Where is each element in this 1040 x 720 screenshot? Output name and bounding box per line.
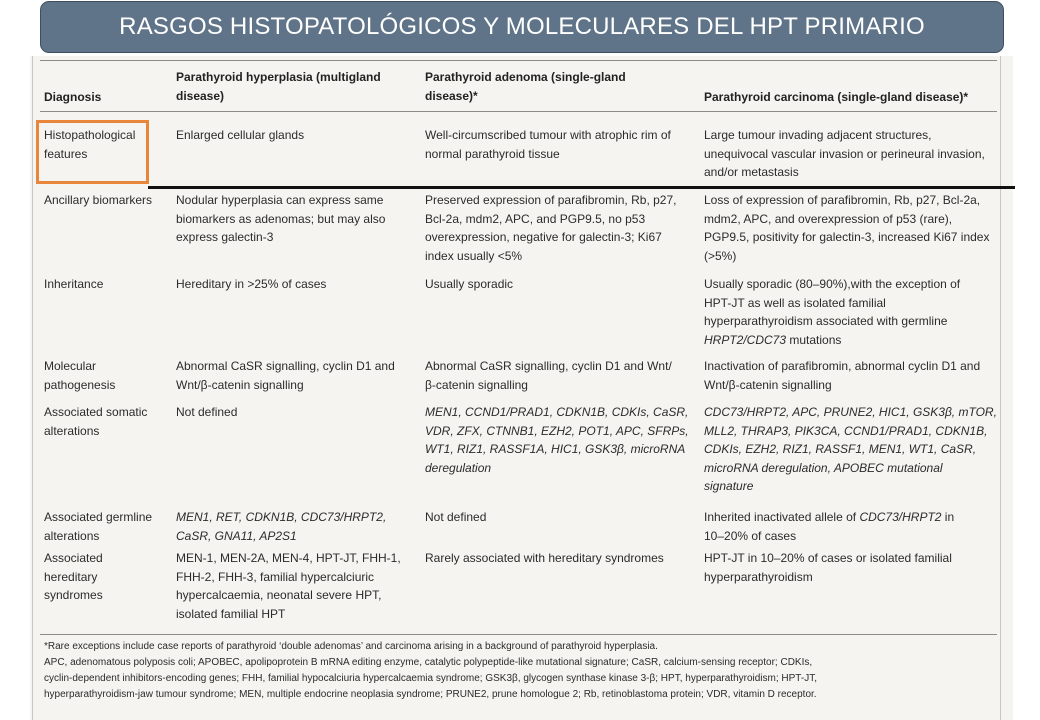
cell-adenoma-inheritance: Usually sporadic	[425, 277, 514, 291]
slide-title: RASGOS HISTOPATOLÓGICOS Y MOLECULARES DEL HPT PRIMARIO	[40, 1, 1004, 53]
cell-carcinoma-germline: Inherited inactivated allele of CDC73/HRPT2 in 10–20% of cases	[704, 510, 955, 543]
highlight-box	[36, 120, 149, 184]
table-footer-rule	[40, 634, 997, 635]
row-label-somatic: Associated somatic alterations	[44, 405, 148, 438]
cell-hyperplasia-molecular: Abnormal CaSR signalling, cyclin D1 and Wnt/β-catenin signalling	[176, 359, 395, 392]
footnote-abbrev-1: APC, adenomatous polyposis coli; APOBEC, apolipoprotein B mRNA editing enzyme, catalytic polypeptide-like mutational signature; CaSR, calcium-sensing receptor; CDKIs,	[44, 657, 813, 668]
footnote-asterisk: *Rare exceptions include case reports of parathyroid ‘double adenomas’ and carcinoma arising in a background of parathyroid hyperplasia.	[44, 641, 658, 652]
cell-hyperplasia-histopathology: Enlarged cellular glands	[176, 128, 305, 142]
table-header-rule	[40, 111, 997, 112]
cell-adenoma-histopathology: Well-circumscribed tumour with atrophic rim of normal parathyroid tissue	[425, 128, 671, 161]
footnote-abbrev-3: hyperparathyroidism-jaw tumour syndrome; MEN, multiple endocrine neoplasia syndrome; PRUNE2, prune homologue 2; Rb, retinoblastoma protein; VDR, vitamin D receptor.	[44, 689, 817, 700]
cell-adenoma-somatic: MEN1, CCND1/PRAD1, CDKN1B, CDKIs, CaSR, VDR, ZFX, CTNNB1, EZH2, POT1, APC, SFRPs, WT1, RIZ1, RASSF1A, HIC1, GSK3β, microRNA deregulation	[425, 405, 689, 475]
emphasis-underline	[148, 186, 1015, 189]
header-diagnosis: Diagnosis	[44, 90, 102, 104]
cell-hyperplasia-biomarkers: Nodular hyperplasia can express same biomarkers as adenomas; but may also express galectin-3	[176, 193, 386, 244]
cell-carcinoma-somatic: CDC73/HRPT2, APC, PRUNE2, HIC1, GSK3β, mTOR, MLL2, THRAP3, PIK3CA, CCND1/PRAD1, CDKN1B, CDKIs, EZH2, RIZ1, RASSF1, MEN1, WT1, CaSR, microRNA deregulation, APOBEC mutational signature	[704, 405, 997, 493]
cell-carcinoma-hereditary: HPT-JT in 10–20% of cases or isolated familial hyperparathyroidism	[704, 551, 952, 584]
cell-carcinoma-inheritance: Usually sporadic (80–90%),with the exception of HPT-JT as well as isolated familial hyperparathyroidism associated with germline HRPT2/CDC73 mutations	[704, 277, 961, 347]
cell-adenoma-molecular: Abnormal CaSR signalling, cyclin D1 and Wnt/ β-catenin signalling	[425, 359, 672, 392]
header-adenoma: Parathyroid adenoma (single-gland disease)*	[425, 70, 626, 103]
gene-hrpt2-cdc73: HRPT2/CDC73	[704, 332, 787, 347]
header-hyperplasia: Parathyroid hyperplasia (multigland disease)	[176, 70, 381, 103]
cell-hyperplasia-germline: MEN1, RET, CDKN1B, CDC73/HRPT2, CaSR, GNA11, AP2S1	[176, 510, 387, 543]
table-top-rule	[40, 60, 997, 61]
footnote-abbrev-2: cyclin-dependent inhibitors-encoding genes; FHH, familial hypocalciuria hypercalcaemia syndrome; GSK3β, glycogen synthase kinase 3-β; HPT, hyperparathyroidism; HPT-JT,	[44, 673, 817, 684]
cell-adenoma-germline: Not defined	[425, 510, 487, 524]
cell-hyperplasia-hereditary: MEN-1, MEN-2A, MEN-4, HPT-JT, FHH-1, FHH-2, FHH-3, familial hypercalciuric hypercalcaemia, neonatal severe HPT, isolated familial HPT	[176, 551, 401, 621]
cell-carcinoma-histopathology: Large tumour invading adjacent structures, unequivocal vascular invasion or perineural invasion, and/or metastasis	[704, 128, 985, 179]
row-label-inheritance: Inheritance	[44, 277, 104, 291]
cell-hyperplasia-somatic: Not defined	[176, 405, 238, 419]
row-label-molecular: Molecular pathogenesis	[44, 359, 116, 392]
row-label-germline: Associated germline alterations	[44, 510, 153, 543]
page-edge-left	[32, 56, 33, 720]
header-carcinoma: Parathyroid carcinoma (single-gland disease)*	[704, 90, 969, 104]
row-label-biomarkers: Ancillary biomarkers	[44, 193, 153, 207]
cell-hyperplasia-inheritance: Hereditary in >25% of cases	[176, 277, 327, 291]
cell-carcinoma-biomarkers: Loss of expression of parafibromin, Rb, p27, Bcl-2a, mdm2, APC, and overexpression of p53 (rare), PGP9.5, positivity for galectin-3, increased Ki67 index (>5%)	[704, 193, 990, 263]
cell-adenoma-biomarkers: Preserved expression of parafibromin, Rb, p27, Bcl-2a, mdm2, APC, and PGP9.5, no p53 overexpression, negative for galectin-3; Ki67 index usually <5%	[425, 193, 677, 263]
cell-adenoma-hereditary: Rarely associated with hereditary syndromes	[425, 551, 664, 565]
row-label-hereditary: Associated hereditary syndromes	[44, 551, 103, 602]
row-label-histopathological: Histopathological features	[44, 128, 136, 161]
cell-carcinoma-molecular: Inactivation of parafibromin, abnormal cyclin D1 and Wnt/β-catenin signalling	[704, 359, 981, 392]
gene-cdc73-hrpt2: CDC73/HRPT2	[859, 510, 942, 524]
